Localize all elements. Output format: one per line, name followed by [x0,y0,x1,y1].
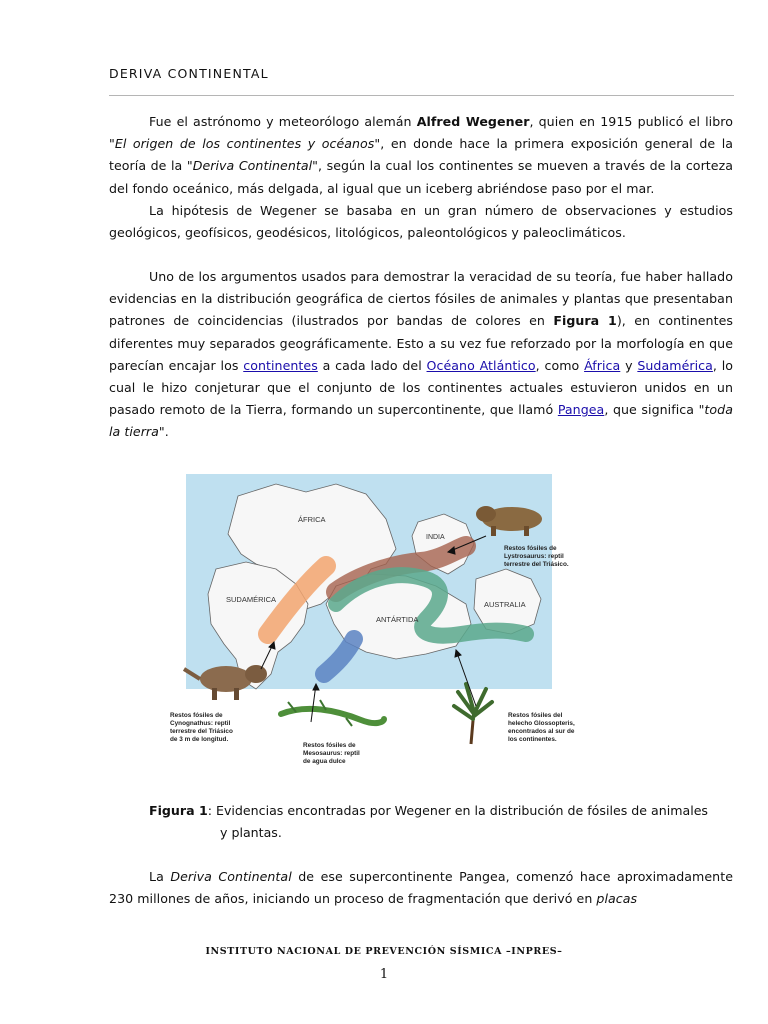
link-continentes[interactable]: continentes [243,357,318,373]
pangea-meaning: "toda la tierra" [109,402,733,440]
text: Uno de los argumentos usados para demostrar la veracidad de su teoría, fue haber hallado evidencias en la distribución geográfica de ciertos fósiles de animales y plantas que presentaban patrones de coincidencias (ilustrados por bandas de colores en [109,269,733,329]
paragraph-drift [109,866,733,910]
paragraph-arguments [109,266,733,444]
figure-fossil-distribution [170,474,575,778]
link-pangea[interactable]: Pangea [557,402,605,418]
page-footer: INSTITUTO NACIONAL DE PREVENCIÓN SÍSMICA –INPRES– [205,946,563,957]
text: La [149,869,171,884]
paragraph-hypothesis [109,200,733,244]
page-heading: DERIVA CONTINENTAL [109,66,269,81]
text: ), en continentes diferentes muy separados geográficamente. Esto a su vez fue reforzado por la morfología en que parecían encajar los [109,313,733,373]
fossil-map-illustration [170,474,575,778]
note-lystrosaurus: Restos fósiles de Lystrosaurus: reptil terrestre del Triásico. [504,545,569,568]
text: , lo cual le hizo conjeturar que el conjunto de los continentes actuales estuvieron unidos en un pasado remoto de la Tierra, formando un supercontinente, que llamó [109,357,734,418]
link-sudamerica[interactable]: Sudamérica [637,357,713,373]
label-australia: AUSTRALIA [484,600,526,609]
caption-text-continued: y plantas. [220,825,282,841]
label-india: INDIA [426,534,445,541]
text: a cada lado del [317,357,427,373]
text: . [164,424,169,440]
term-deriva: Deriva Continental [170,869,292,884]
caption-label: Figura 1 [149,803,208,818]
note-mesosaurus: Restos fósiles de Mesosaurus: reptil de agua dulce [303,742,360,765]
label-antartida: ANTÁRTIDA [376,615,419,624]
text: , en donde hace la primera exposición general de la teoría de la [109,136,734,174]
theory-name: "Deriva Continental" [186,158,319,174]
glossopteris-illustration [454,684,492,744]
figure-reference: Figura 1 [553,313,617,329]
paragraph-intro [109,111,733,200]
mesosaurus-illustration [281,700,384,726]
text: y [620,357,638,373]
figure-caption [149,800,739,844]
page-number: 1 [379,967,389,982]
text: , como [535,357,585,373]
text: , según la cual los continentes se mueven a través de la corteza del fondo oceánico, más delgada, al igual que un iceberg abriéndose paso por el mar. [109,158,734,196]
term-placas: placas [596,891,638,907]
text: , quien en 1915 publicó el libro [529,114,733,129]
label-sudamerica: SUDAMÉRICA [226,595,277,604]
note-cynognathus: Restos fósiles de Cynognathus: reptil terrestre del Triásico de 3 m de longitud. [170,712,233,743]
text: La hipótesis de Wegener se basaba en un gran número de observaciones y estudios geológicos, geofísicos, geodésicos, litológicos, paleontológicos y paleoclimáticos. [109,203,733,241]
text: , que significa [604,402,699,418]
link-oceano-atlantico[interactable]: Océano Atlántico [426,357,536,373]
link-africa[interactable]: África [584,357,621,373]
text: Fue el astrónomo y meteorólogo alemán [149,114,417,129]
author-name: Alfred Wegener [416,114,530,129]
book-title: "El origen de los continentes y océanos" [109,136,381,152]
text: de ese supercontinente Pangea, comenzó hace aproximadamente 230 millones de años, iniciando un proceso de fragmentación que derivó en [109,869,733,907]
caption-text: : Evidencias encontradas por Wegener en la distribución de fósiles de animales [207,803,708,818]
note-glossopteris: Restos fósiles del helecho Glossopteris, encontrados al sur de los continentes. [508,712,575,743]
heading-divider [109,95,734,96]
label-africa: ÁFRICA [298,515,326,524]
